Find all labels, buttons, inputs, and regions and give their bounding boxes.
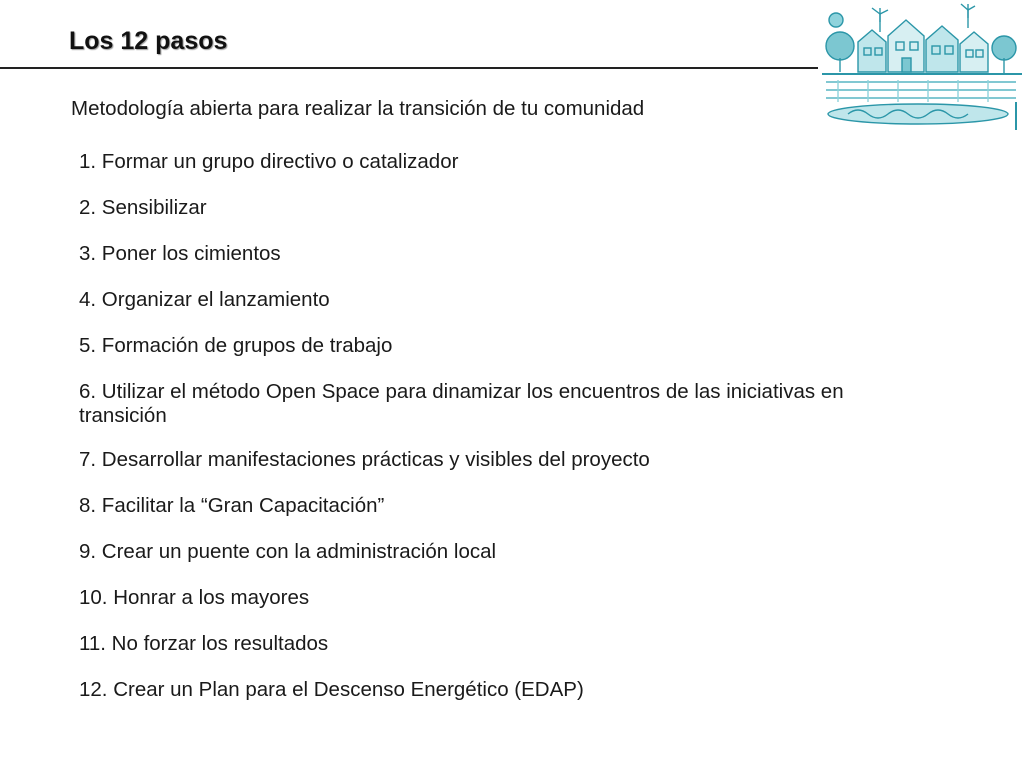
step-item: 2. Sensibilizar	[79, 196, 207, 219]
slide-subtitle: Metodología abierta para realizar la transición de tu comunidad	[71, 97, 645, 120]
steps-list	[79, 150, 879, 724]
step-item: 3. Poner los cimientos	[79, 242, 281, 265]
title-divider	[0, 67, 818, 69]
step-item: 9. Crear un puente con la administración local	[79, 540, 497, 563]
slide-title: Los 12 pasos	[69, 27, 228, 55]
step-item: 6. Utilizar el método Open Space para dinamizar los encuentros de las iniciativas en transición	[79, 380, 844, 427]
transition-town-illustration-icon	[818, 2, 1024, 132]
step-item: 1. Formar un grupo directivo o catalizador	[79, 150, 459, 173]
step-item: 11. No forzar los resultados	[79, 632, 329, 655]
step-item: 8. Facilitar la “Gran Capacitación”	[79, 494, 385, 517]
step-item: 7. Desarrollar manifestaciones prácticas y visibles del proyecto	[79, 448, 650, 471]
step-item: 5. Formación de grupos de trabajo	[79, 334, 393, 357]
step-item: 10. Honrar a los mayores	[79, 586, 310, 609]
step-item: 12. Crear un Plan para el Descenso Energético (EDAP)	[79, 678, 584, 701]
step-item: 4. Organizar el lanzamiento	[79, 288, 330, 311]
